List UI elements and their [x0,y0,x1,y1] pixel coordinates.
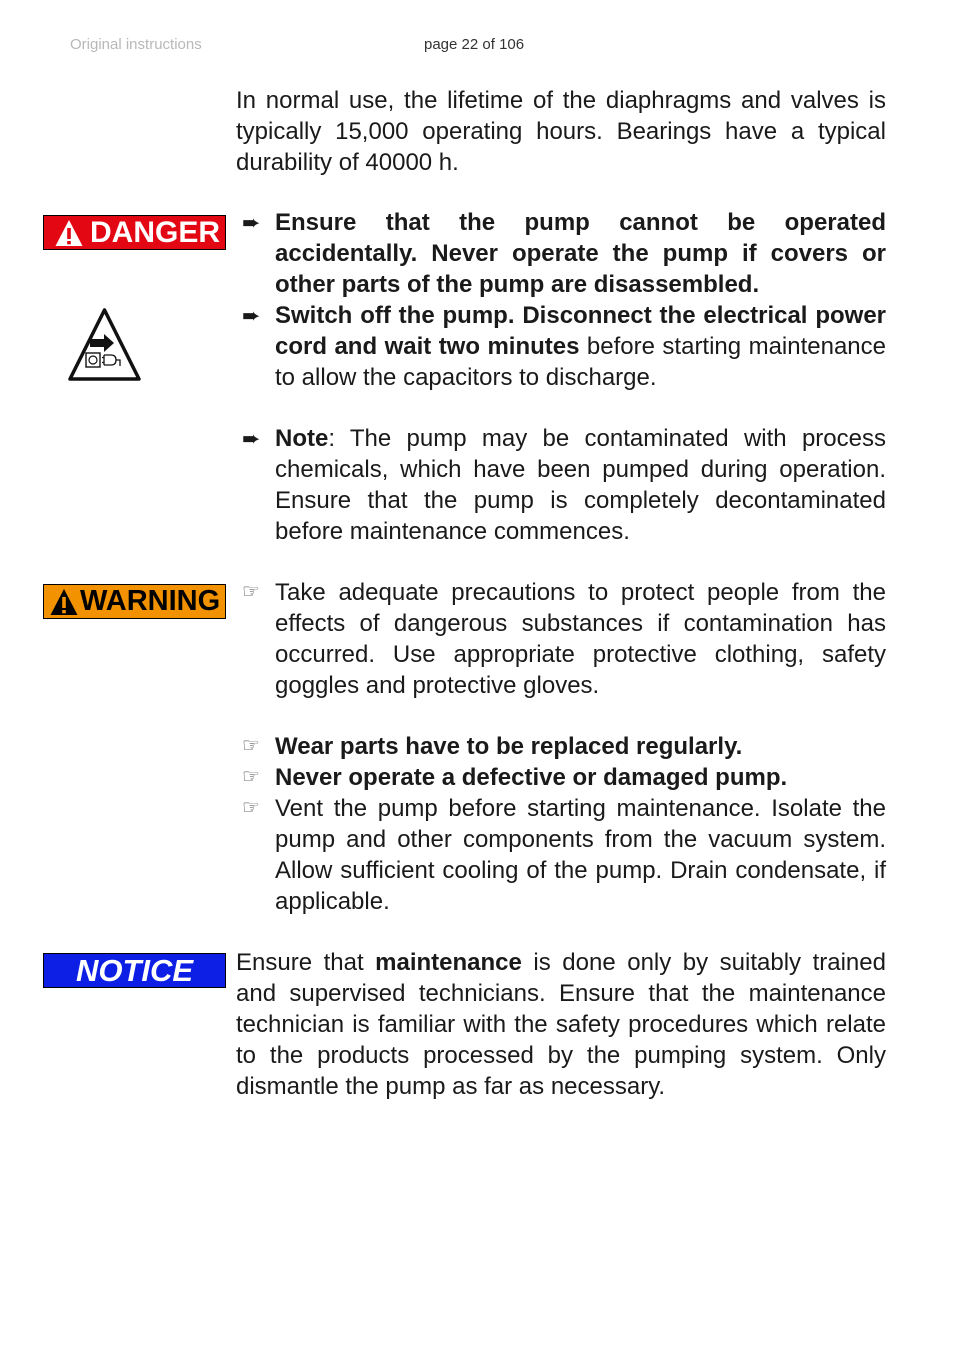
warning-label [43,584,226,619]
arrow-bullet-icon: ➨ [242,303,261,328]
danger-bullet-3-rest: : The pump may be contaminated with process chemicals, which have been pumped during operation. Ensure that the pump is completely decontaminated before maintenance commences. [275,425,886,545]
warning-triangle-icon [49,587,79,617]
hand-pointer-icon: ☞ [242,581,260,603]
notice-text-post: is done only by suitably trained and supervised technicians. Ensure that the maintenance technician is familiar with the safety procedures which relate to the products processed by the pumping system. Only dismantle the pump as far as necessary. [236,949,886,1100]
note-label: Note [275,425,329,452]
intro-paragraph: In normal use, the lifetime of the diaphragms and valves is typically 15,000 operating hours. Bearings have a typical durability of 40000 h. [236,87,886,176]
danger-bullet-2-rest: before starting maintenance to allow the capacitors to discharge. [275,333,887,391]
warning-bullet-4: Vent the pump before starting maintenance. Isolate the pump and other components from the vacuum system. Allow sufficient cooling of the pump. Drain condensate, if applicable. [275,795,886,915]
hand-pointer-icon: ☞ [242,766,260,788]
notice-label-text: NOTICE [75,953,194,988]
warning-bullet-2: Wear parts have to be replaced regularly. [275,733,743,760]
notice-text-bold: maintenance [375,949,522,976]
hand-pointer-icon: ☞ [242,735,260,757]
notice-paragraph [236,947,886,1102]
danger-bullet-3 [275,423,886,547]
danger-label-text: DANGER [90,216,221,249]
warning-bullet-3: Never operate a defective or damaged pump. [275,764,788,791]
danger-bullet-2-bold: Switch off the pump. Disconnect the electrical power cord and wait two minutes [275,302,886,360]
arrow-bullet-icon: ➨ [242,426,261,451]
page-number: page 22 of 106 [424,36,525,53]
notice-label [43,953,226,988]
running-header: Original instructions [70,36,202,53]
warning-bullet-1: Take adequate precautions to protect people from the effects of dangerous substances if contamination has occurred. Use appropriate protective clothing, safety goggles and protective gloves. [275,579,886,699]
danger-label [43,215,226,250]
arrow-bullet-icon: ➨ [242,210,261,235]
danger-bullet-2 [275,300,886,393]
hand-pointer-icon: ☞ [242,797,260,819]
danger-bullet-1: Ensure that the pump cannot be operated accidentally. Never operate the pump if covers or other parts of the pump are disassembled. [275,209,886,298]
disconnect-power-icon [67,306,142,382]
notice-text-pre: Ensure that [236,949,376,976]
warning-label-text: WARNING [80,585,221,617]
warning-triangle-icon [54,218,84,248]
